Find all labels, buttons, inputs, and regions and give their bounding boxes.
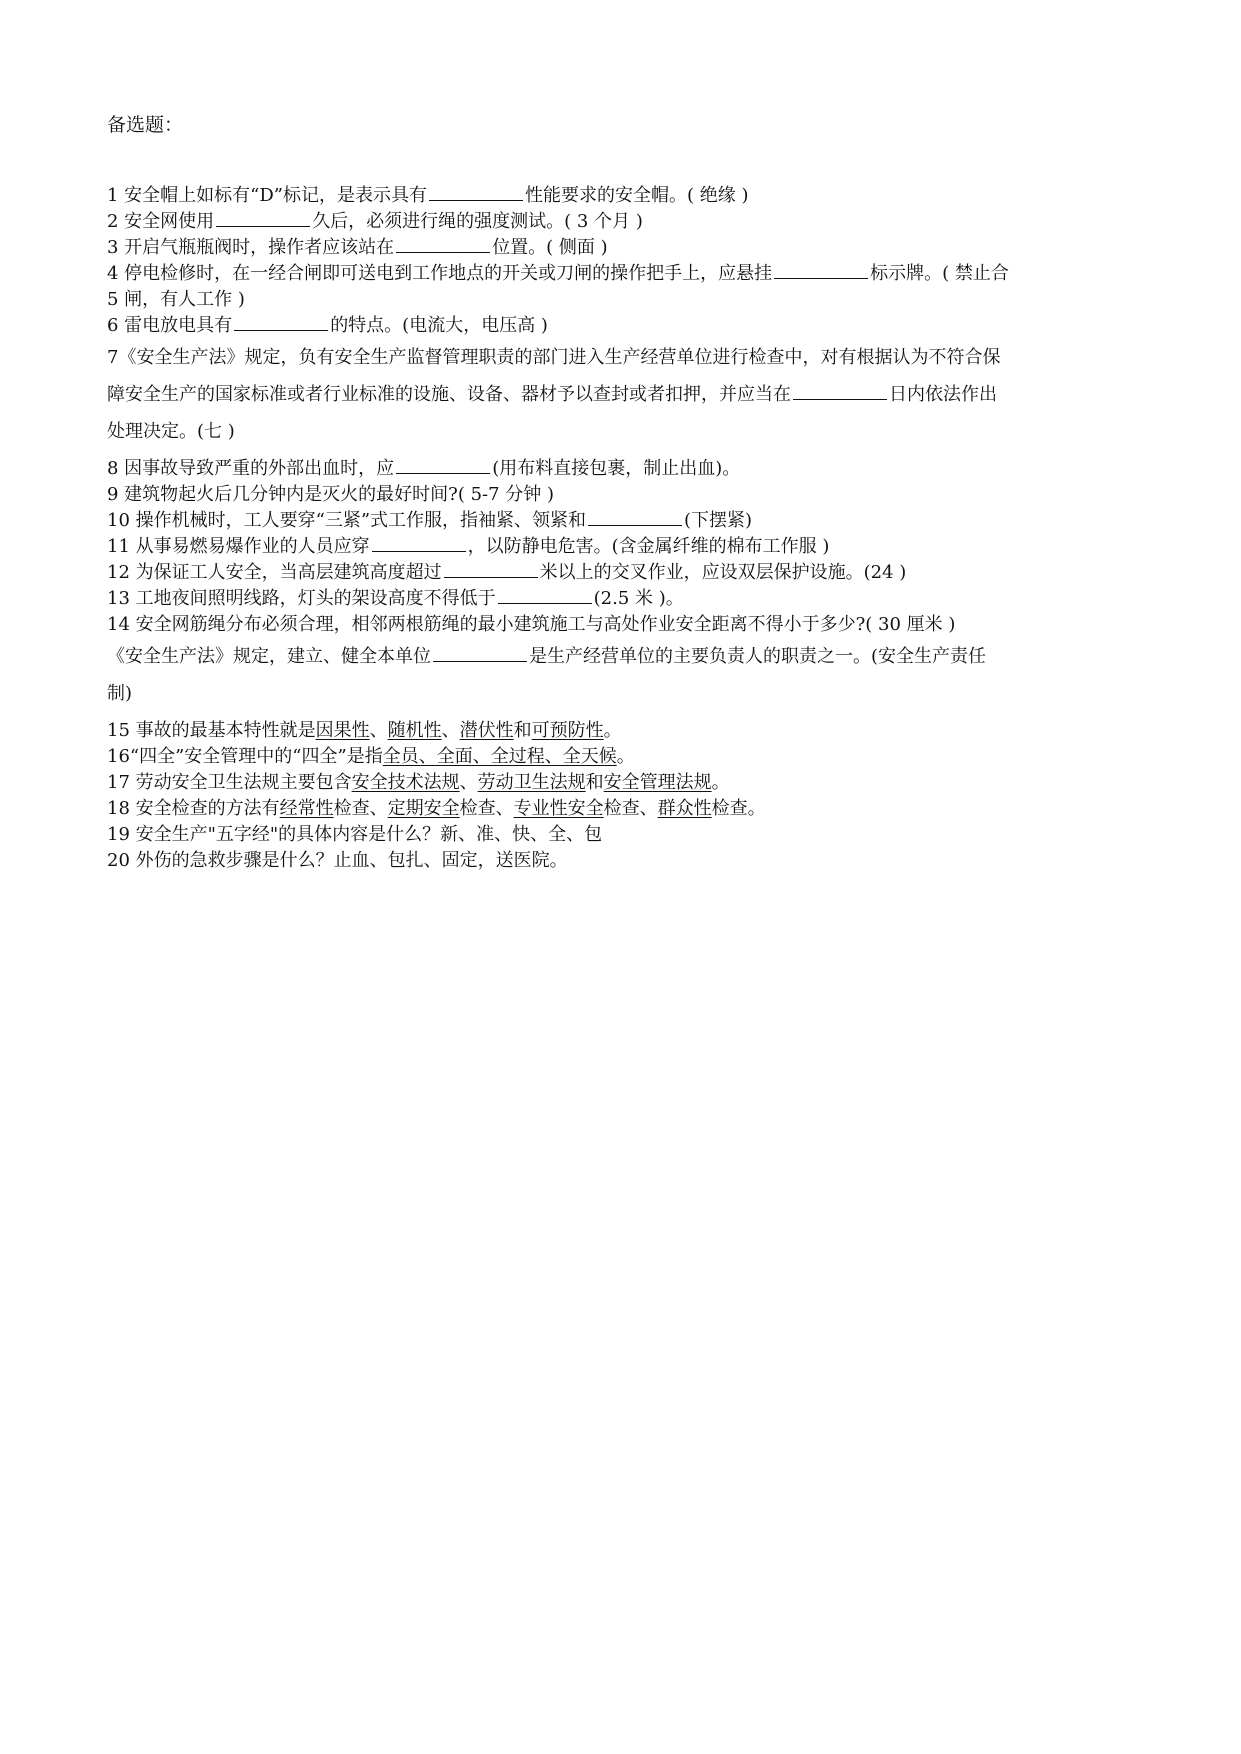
question-text: 11 从事易燃易爆作业的人员应穿 bbox=[107, 536, 370, 557]
underlined-answer: 劳动卫生法规 bbox=[477, 772, 586, 793]
question-2 bbox=[107, 209, 1137, 235]
question-13 bbox=[107, 586, 1137, 612]
question-text: ，以防静电危害。(含金属纤维的棉布工作服 ) bbox=[467, 536, 830, 557]
answer-blank bbox=[216, 210, 310, 227]
answer-blank bbox=[444, 561, 538, 578]
underlined-answer: 经常性 bbox=[279, 798, 334, 819]
page-heading: 备选题： bbox=[107, 114, 184, 136]
separator: 、 bbox=[441, 720, 460, 741]
question-text: 位置。( 侧面 ) bbox=[492, 237, 608, 258]
underlined-answer: 可预防性 bbox=[531, 720, 604, 741]
underlined-answer: 全员、全面、全过程、全天候 bbox=[382, 746, 617, 767]
question-14b bbox=[107, 638, 1137, 675]
question-text: 《安全生产法》规定，建立、健全本单位 bbox=[107, 646, 431, 667]
question-3 bbox=[107, 235, 1137, 261]
question-text: 。 bbox=[603, 720, 622, 741]
underlined-answer: 安全管理法规 bbox=[603, 772, 712, 793]
question-text: 障安全生产的国家标准或者行业标准的设施、设备、器材予以查封或者扣押，并应当在 bbox=[107, 384, 791, 405]
question-4 bbox=[107, 261, 1137, 287]
answer-blank bbox=[588, 509, 682, 526]
question-text: 日内依法作出 bbox=[889, 384, 997, 405]
question-text: (2.5 米 )。 bbox=[593, 588, 684, 609]
question-6 bbox=[107, 313, 1137, 339]
question-text: 2 安全网使用 bbox=[107, 211, 215, 232]
answer-blank bbox=[774, 262, 868, 279]
separator: 、 bbox=[459, 772, 478, 793]
question-5: 5 闸，有人工作 ) bbox=[107, 289, 245, 310]
question-7-line-3: 处理决定。(七 ) bbox=[107, 421, 235, 442]
question-text: 是生产经营单位的主要负责人的职责之一。(安全生产责任 bbox=[529, 646, 987, 667]
question-10 bbox=[107, 508, 1137, 534]
question-text: 米以上的交叉作业，应设双层保护设施。(24 ) bbox=[539, 562, 907, 583]
question-text: 的特点。(电流大，电压高 ) bbox=[330, 315, 548, 336]
question-text: 15 事故的最基本特性就是 bbox=[107, 720, 316, 741]
question-text: 13 工地夜间照明线路，灯头的架设高度不得低于 bbox=[107, 588, 496, 609]
question-text: 1 安全帽上如标有“D”标记，是表示具有 bbox=[107, 185, 428, 206]
question-text: 3 开启气瓶瓶阀时，操作者应该站在 bbox=[107, 237, 395, 258]
question-19: 19 安全生产"五字经"的具体内容是什么？新、准、快、全、包 bbox=[107, 824, 603, 845]
question-1 bbox=[107, 183, 1137, 209]
question-20: 20 外伤的急救步骤是什么？止血、包扎、固定，送医院。 bbox=[107, 850, 568, 871]
question-14c: 制) bbox=[107, 683, 133, 704]
question-7-line-2 bbox=[107, 376, 1137, 413]
question-text: 8 因事故导致严重的外部出血时，应 bbox=[107, 458, 395, 479]
separator: 检查、 bbox=[333, 798, 388, 819]
answer-blank bbox=[793, 383, 887, 400]
answer-blank bbox=[396, 236, 490, 253]
separator: 、 bbox=[369, 720, 388, 741]
answer-blank bbox=[429, 184, 523, 201]
question-text: 6 雷电放电具有 bbox=[107, 315, 233, 336]
question-text: 检查。 bbox=[711, 798, 766, 819]
question-16 bbox=[107, 744, 1137, 770]
underlined-answer: 因果性 bbox=[315, 720, 370, 741]
question-text: 16“四全”安全管理中的“四全”是指 bbox=[107, 746, 383, 767]
underlined-answer: 潜伏性 bbox=[459, 720, 514, 741]
question-text: 4 停电检修时，在一经合闸即可送电到工作地点的开关或刀闸的操作把手上，应悬挂 bbox=[107, 263, 773, 284]
question-12 bbox=[107, 560, 1137, 586]
separator: 和 bbox=[585, 772, 604, 793]
separator: 检查、 bbox=[603, 798, 658, 819]
underlined-answer: 安全技术法规 bbox=[351, 772, 460, 793]
question-17 bbox=[107, 770, 1137, 796]
question-8 bbox=[107, 456, 1137, 482]
question-15 bbox=[107, 718, 1137, 744]
separator: 和 bbox=[513, 720, 532, 741]
question-text: 10 操作机械时，工人要穿“三紧”式工作服，指袖紧、领紧和 bbox=[107, 510, 587, 531]
underlined-answer: 随机性 bbox=[387, 720, 442, 741]
question-text: 。 bbox=[711, 772, 730, 793]
question-text: 久后，必须进行绳的强度测试。( 3 个月 ) bbox=[312, 211, 643, 232]
question-text: (用布料直接包裹，制止出血)。 bbox=[492, 458, 741, 479]
separator: 检查、 bbox=[459, 798, 514, 819]
answer-blank bbox=[234, 314, 328, 331]
question-text: 。 bbox=[616, 746, 635, 767]
question-7-line-1: 7《安全生产法》规定，负有安全生产监督管理职责的部门进入生产经营单位进行检查中，对有根据认为不符合保 bbox=[107, 347, 1001, 368]
answer-blank bbox=[498, 587, 592, 604]
answer-blank bbox=[433, 645, 527, 662]
question-14: 14 安全网筋绳分布必须合理，相邻两根筋绳的最小建筑施工与高处作业安全距离不得小于多少?( 30 厘米 ) bbox=[107, 614, 956, 635]
question-text: 17 劳动安全卫生法规主要包含 bbox=[107, 772, 352, 793]
question-11 bbox=[107, 534, 1137, 560]
question-text: 12 为保证工人安全，当高层建筑高度超过 bbox=[107, 562, 442, 583]
question-text: (下摆紧) bbox=[684, 510, 753, 531]
underlined-answer: 专业性安全 bbox=[513, 798, 604, 819]
underlined-answer: 群众性 bbox=[657, 798, 712, 819]
question-text: 标示牌。( 禁止合 bbox=[870, 263, 1009, 284]
question-list bbox=[107, 183, 1137, 874]
answer-blank bbox=[396, 457, 490, 474]
underlined-answer: 定期安全 bbox=[387, 798, 460, 819]
answer-blank bbox=[372, 535, 466, 552]
question-9: 9 建筑物起火后几分钟内是灭火的最好时间?( 5-7 分钟 ) bbox=[107, 484, 555, 505]
question-text: 18 安全检查的方法有 bbox=[107, 798, 280, 819]
question-18 bbox=[107, 796, 1137, 822]
question-text: 性能要求的安全帽。( 绝缘 ) bbox=[525, 185, 749, 206]
